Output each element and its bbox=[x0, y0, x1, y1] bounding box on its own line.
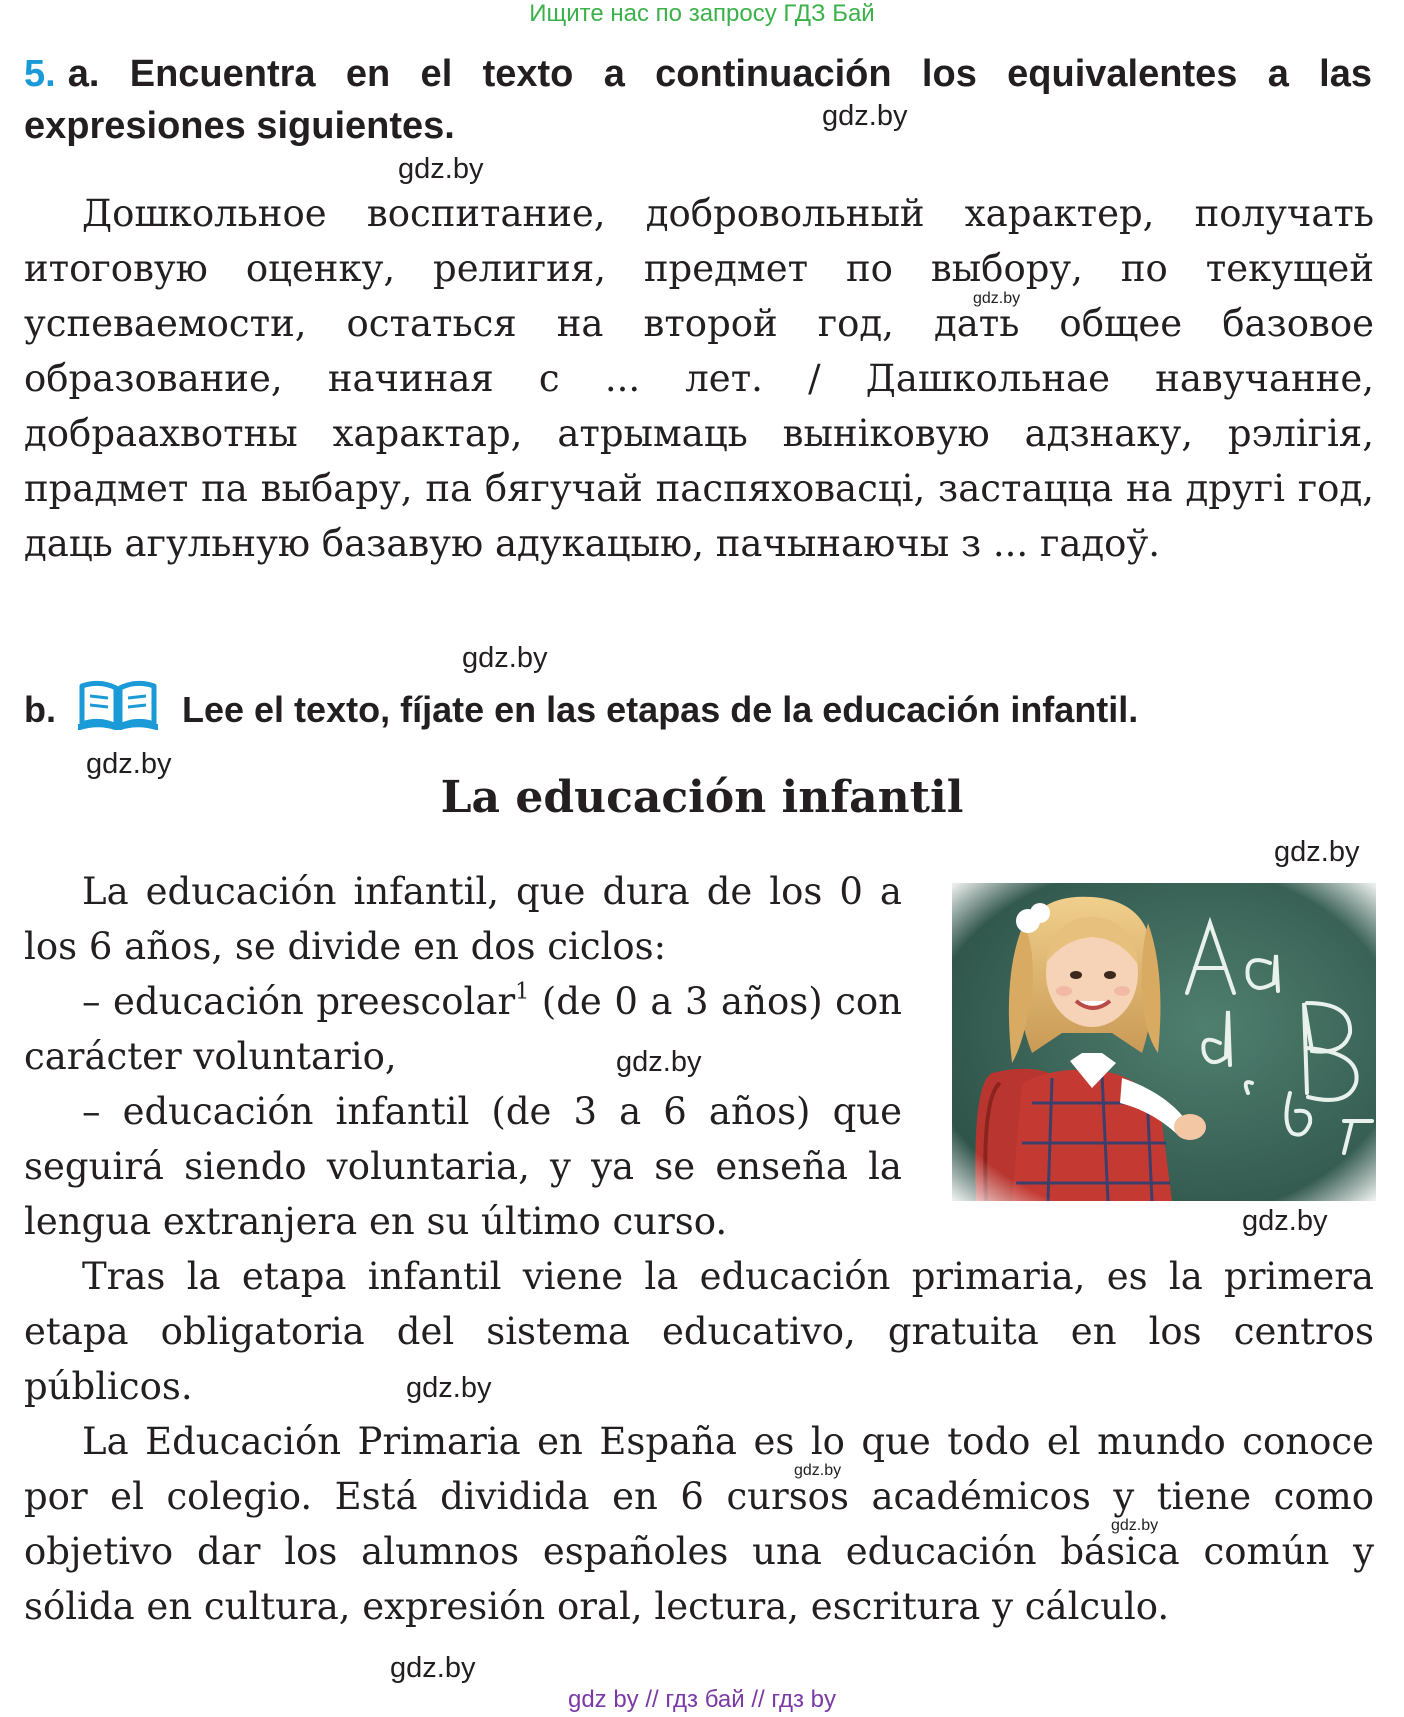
watermark: gdz.by bbox=[822, 100, 908, 132]
watermark: gdz.by bbox=[1111, 1517, 1159, 1534]
watermark: gdz.by bbox=[398, 153, 484, 185]
paragraph-primary-stage: Tras la etapa infantil viene la educación primaria, es la primera etapa obligatoria del sistema educativo, gratuita en los centros públicos. bbox=[24, 1255, 1374, 1408]
text-title: La educación infantil bbox=[440, 772, 964, 823]
ru-by-paragraph: Дошкольное воспитание, добровольный характер, получать итоговую оценку, религия, предмет по выбору, по текущей успеваемости, остаться на второй год, дать общее базовое образование, начиная с ... лет. / Дашкольнае навучанне, добраахвотны характар, атрымаць выніковую адзнаку, рэлігія, прадмет па выбару, па бягучай паспяховасці, застацца на другі год, даць агульную базавую адукацыю, пачынаючы з ... гадоў. bbox=[24, 192, 1374, 565]
paragraph-infant: – educación infantil (de 3 a 6 años) que seguirá siendo voluntaria, y ya se enseña la lengua extranjera en su último curso. bbox=[24, 1090, 902, 1243]
watermark: gdz.by bbox=[406, 1372, 492, 1404]
bottom-banner[interactable]: gdz by // гдз бай // гдз by bbox=[567, 1686, 837, 1713]
footnote-marker[interactable]: 1 bbox=[515, 978, 530, 1005]
paragraph-preschool bbox=[24, 974, 902, 1084]
watermark: gdz.by bbox=[1274, 836, 1360, 868]
watermark: gdz.by bbox=[390, 1652, 476, 1684]
watermark: gdz.by bbox=[616, 1046, 702, 1078]
preschool-text: – educación preescolar bbox=[82, 980, 516, 1023]
part-b-text: Lee el texto, fíjate en las etapas de la educación infantil. bbox=[182, 689, 1139, 730]
paragraph-cycles-intro: La educación infantil, que dura de los 0 a los 6 años, se divide en dos ciclos: bbox=[24, 870, 902, 968]
watermark: gdz.by bbox=[462, 642, 548, 674]
task-heading bbox=[24, 48, 1372, 152]
task-heading-text: a. Encuentra en el texto a continuación los equivalentes a las expresiones siguientes. bbox=[24, 53, 1372, 147]
top-banner[interactable]: Ищите нас по запросу ГДЗ Бай bbox=[529, 0, 875, 27]
girl-at-blackboard-photo bbox=[952, 883, 1376, 1201]
open-book-icon bbox=[78, 678, 158, 743]
watermark: gdz.by bbox=[86, 748, 172, 780]
spanish-text-left-column bbox=[24, 864, 902, 1249]
watermark: gdz.by bbox=[794, 1462, 842, 1479]
part-b-label: b. bbox=[24, 689, 56, 730]
task-number: 5. bbox=[24, 53, 56, 95]
watermark: gdz.by bbox=[1242, 1205, 1328, 1237]
watermark: gdz.by bbox=[973, 290, 1021, 307]
part-b-instruction bbox=[24, 678, 1374, 743]
preschool-text-end: (de 0 a 3 años) con carácter voluntario, bbox=[24, 980, 902, 1078]
paragraph-primary-spain: La Educación Primaria en España es lo que todo el mundo conoce por el colegio. Está dividida en 6 cursos académicos y tiene como objetivo dar los alumnos españoles una educación básica común y sólida en cultura, expresión oral, lectura, escritura y cálculo. bbox=[24, 1420, 1374, 1628]
